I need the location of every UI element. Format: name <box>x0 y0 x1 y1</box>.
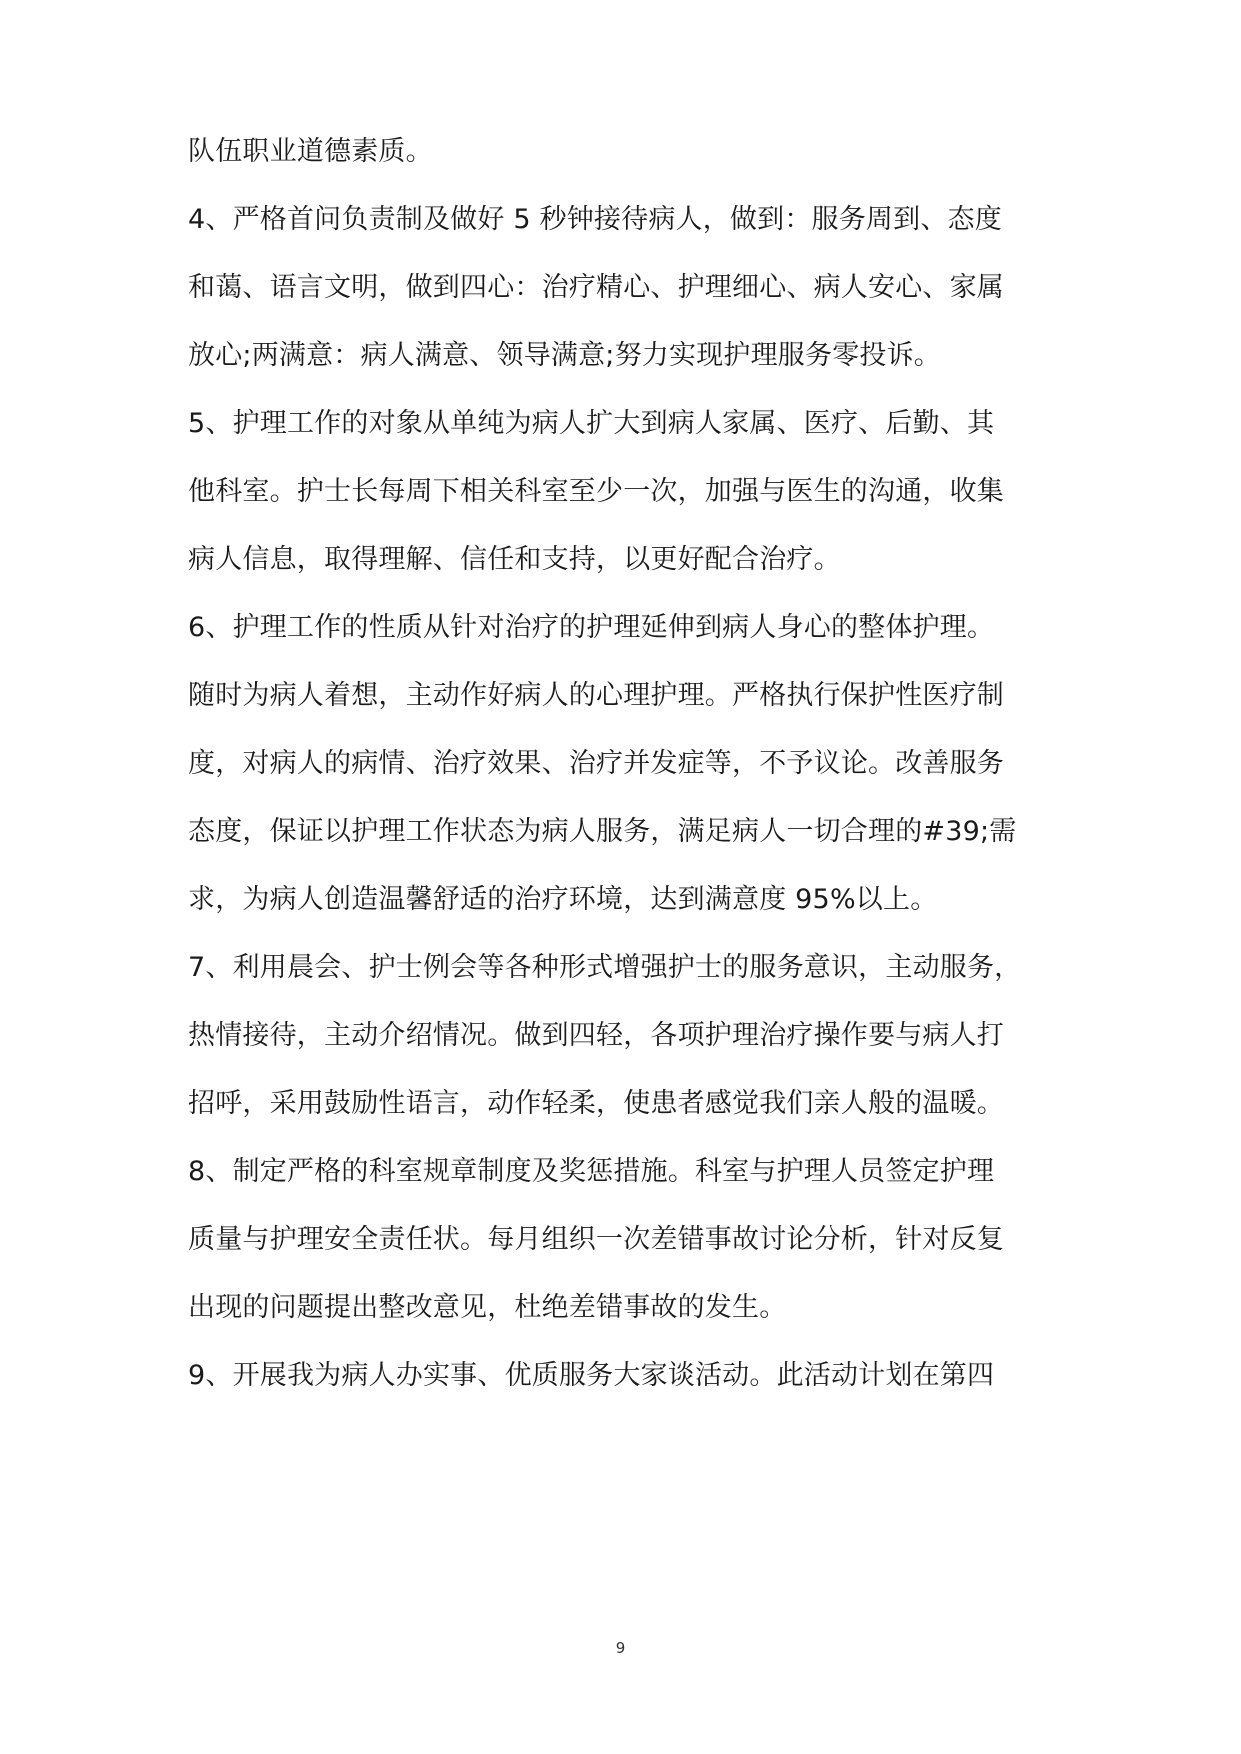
text-line: 队伍职业道德素质。 <box>188 136 433 167</box>
page-number: 9 <box>615 1639 626 1657</box>
text-line: 放心;两满意：病人满意、领导满意;努力实现护理服务零投诉。 <box>188 340 941 371</box>
text-line: 病人信息，取得理解、信任和支持，以更好配合治疗。 <box>188 544 841 575</box>
text-line: 和蔼、语言文明，做到四心：治疗精心、护理细心、病人安心、家属 <box>188 272 1004 303</box>
text-line: 招呼，采用鼓励性语言，动作轻柔，使患者感觉我们亲人般的温暖。 <box>188 1088 1004 1119</box>
text-line: 求，为病人创造温馨舒适的治疗环境，达到满意度 95%以上。 <box>188 884 938 915</box>
text-line: 4、严格首问负责制及做好 5 秒钟接待病人，做到：服务周到、态度 <box>188 204 1002 235</box>
text-line: 热情接待，主动介绍情况。做到四轻，各项护理治疗操作要与病人打 <box>188 1020 1004 1051</box>
text-line: 出现的问题提出整改意见，杜绝差错事故的发生。 <box>188 1292 787 1323</box>
text-line: 质量与护理安全责任状。每月组织一次差错事故讨论分析，针对反复 <box>188 1224 1004 1255</box>
text-line: 5、护理工作的对象从单纯为病人扩大到病人家属、医疗、后勤、其 <box>188 408 995 439</box>
text-line: 随时为病人着想，主动作好病人的心理护理。严格执行保护性医疗制 <box>188 680 1004 711</box>
text-line: 8、制定严格的科室规章制度及奖惩措施。科室与护理人员签定护理 <box>188 1156 995 1187</box>
text-line: 度，对病人的病情、治疗效果、治疗并发症等，不予议论。改善服务 <box>188 748 1004 779</box>
text-line: 6、护理工作的性质从针对治疗的护理延伸到病人身心的整体护理。 <box>188 612 995 643</box>
text-line: 他科室。护士长每周下相关科室至少一次，加强与医生的沟通，收集 <box>188 476 1004 507</box>
text-line: 态度，保证以护理工作状态为病人服务，满足病人一切合理的#39;需 <box>188 816 1017 847</box>
text-line: 9、开展我为病人办实事、优质服务大家谈活动。此活动计划在第四 <box>188 1360 995 1391</box>
text-line: 7、利用晨会、护士例会等各种形式增强护士的服务意识，主动服务， <box>188 952 1022 983</box>
